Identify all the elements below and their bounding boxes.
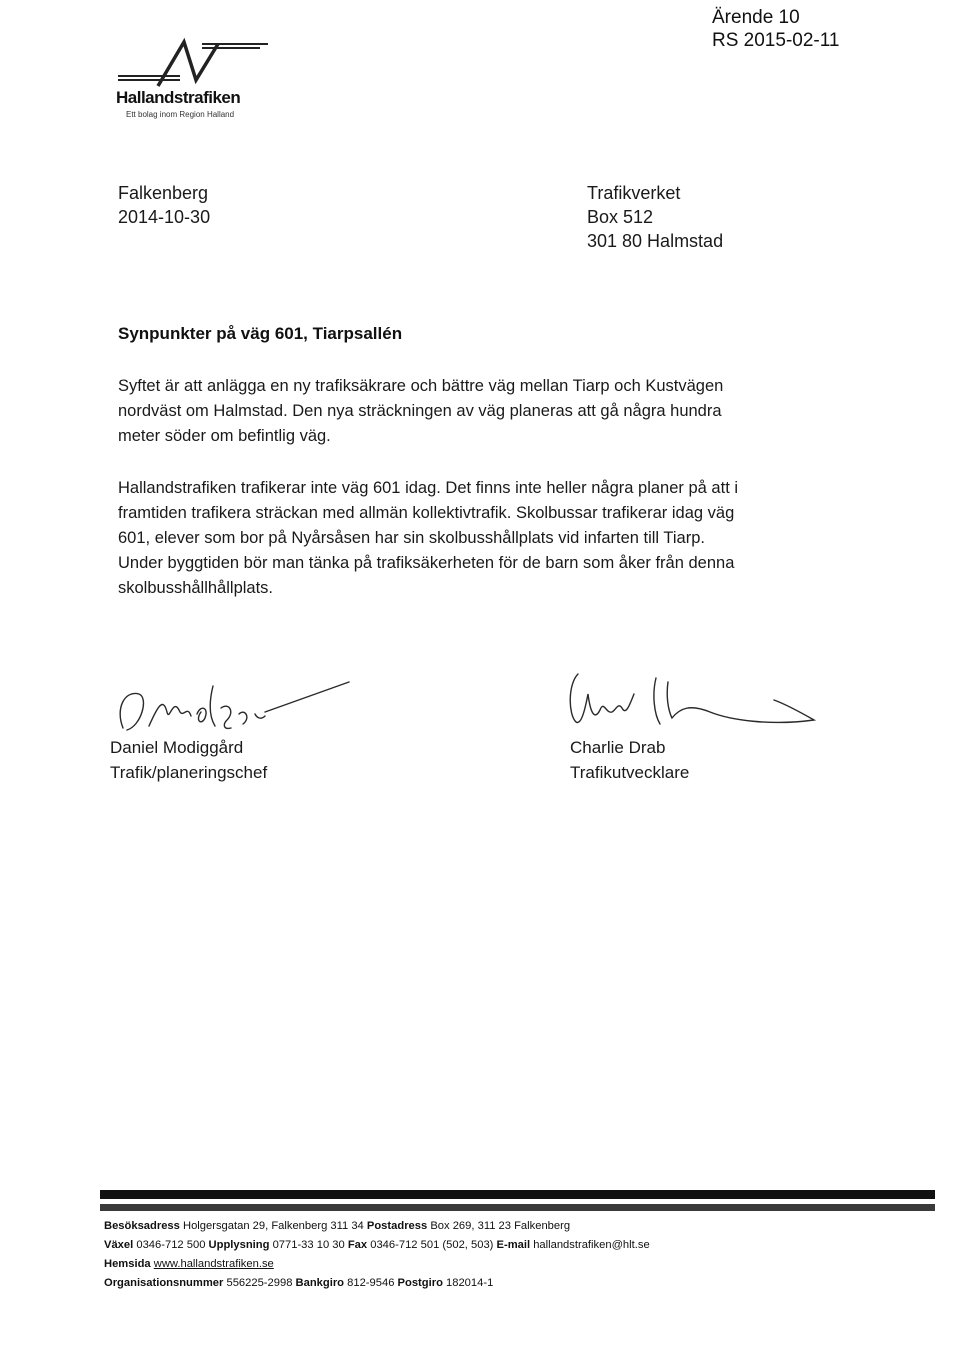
footer-divider-bottom (100, 1204, 935, 1211)
logo-name: Hallandstrafiken (116, 88, 241, 107)
header-reference (712, 6, 839, 52)
recipient-box: Box 512 (587, 207, 654, 227)
postgiro-label: Postgiro (397, 1277, 443, 1289)
signatory-title: Trafik/planeringschef (110, 763, 268, 782)
email-label: E-mail (496, 1239, 531, 1251)
paragraph-purpose (118, 374, 723, 449)
case-label: Ärende 10 (712, 7, 800, 28)
paragraph-line: Hallandstrafiken trafikerar inte väg 601 idag. Det finns inte heller några planer på att i (118, 479, 739, 497)
paragraph-line: framtiden trafikera sträckan med allmän kollektivtrafik. Skolbussar trafikerar idag väg (118, 504, 735, 522)
org-number-label: Organisationsnummer (104, 1277, 224, 1289)
footer-line-address (104, 1217, 650, 1236)
postal-address-label: Postadress (366, 1220, 428, 1232)
visit-address-label: Besöksadress (104, 1220, 180, 1232)
recipient-postal: 301 80 Halmstad (587, 231, 724, 251)
footer-divider-top (100, 1190, 935, 1199)
hallandstrafiken-logo-mark (110, 36, 280, 92)
paragraph-line: meter söder om befintlig väg. (118, 427, 331, 445)
letter-subject: Synpunkter på väg 601, Tiarpsallén (118, 324, 403, 343)
fax-label: Fax (347, 1239, 368, 1251)
signatory-charlie (570, 735, 689, 785)
signatory-name: Daniel Modiggård (110, 738, 244, 757)
paragraph-line: 601, elever som bor på Nyårsåsen har sin skolbusshållplats vid infarten till Tiarp. (118, 529, 705, 547)
logo-tagline: Ett bolag inom Region Halland (126, 110, 235, 119)
signatory-title: Trafikutvecklare (570, 763, 690, 782)
paragraph-line: Under byggtiden bör man tänka på trafiksäkerheten för de barn som åker från denna (118, 554, 735, 572)
paragraph-line: Syftet är att anlägga en ny trafiksäkrare och bättre väg mellan Tiarp och Kustvägen (118, 377, 724, 395)
sender-city: Falkenberg (118, 183, 209, 203)
footer-line-web (104, 1255, 650, 1274)
sender-date: 2014-10-30 (118, 207, 211, 227)
postal-address-value: Box 269, 311 23 Falkenberg (430, 1220, 571, 1232)
signatory-name: Charlie Drab (570, 738, 666, 757)
paragraph-line: nordväst om Halmstad. Den nya sträckningen av väg planeras att gå några hundra (118, 402, 722, 420)
information-label: Upplysning (208, 1239, 270, 1251)
visit-address-value: Holgersgatan 29, Falkenberg 311 34 (183, 1220, 364, 1232)
recipient-block (587, 182, 723, 252)
postgiro-value: 182014-1 (446, 1277, 494, 1289)
website-label: Hemsida (104, 1258, 151, 1270)
paragraph-traffic (118, 476, 738, 601)
signatory-daniel (110, 735, 267, 785)
footer-line-org (104, 1274, 650, 1293)
bankgiro-value: 812-9546 (347, 1277, 395, 1289)
bankgiro-label: Bankgiro (295, 1277, 345, 1289)
sender-block (118, 182, 210, 228)
information-value: 0771-33 10 30 (272, 1239, 345, 1251)
email-value[interactable]: hallandstrafiken@hlt.se (533, 1239, 650, 1251)
switchboard-label: Växel (104, 1239, 134, 1251)
company-logo (110, 36, 280, 122)
footer-contact (104, 1217, 650, 1293)
website-link[interactable]: www.hallandstrafiken.se (153, 1258, 274, 1270)
footer-line-phone (104, 1236, 650, 1255)
signature-charlie (560, 664, 820, 744)
org-number-value: 556225-2998 (226, 1277, 293, 1289)
switchboard-value: 0346-712 500 (136, 1239, 206, 1251)
paragraph-line: skolbusshållhållplats. (118, 579, 274, 597)
fax-value: 0346-712 501 (502, 503) (370, 1239, 494, 1251)
recipient-org: Trafikverket (587, 183, 681, 203)
case-reference: RS 2015-02-11 (712, 30, 840, 51)
